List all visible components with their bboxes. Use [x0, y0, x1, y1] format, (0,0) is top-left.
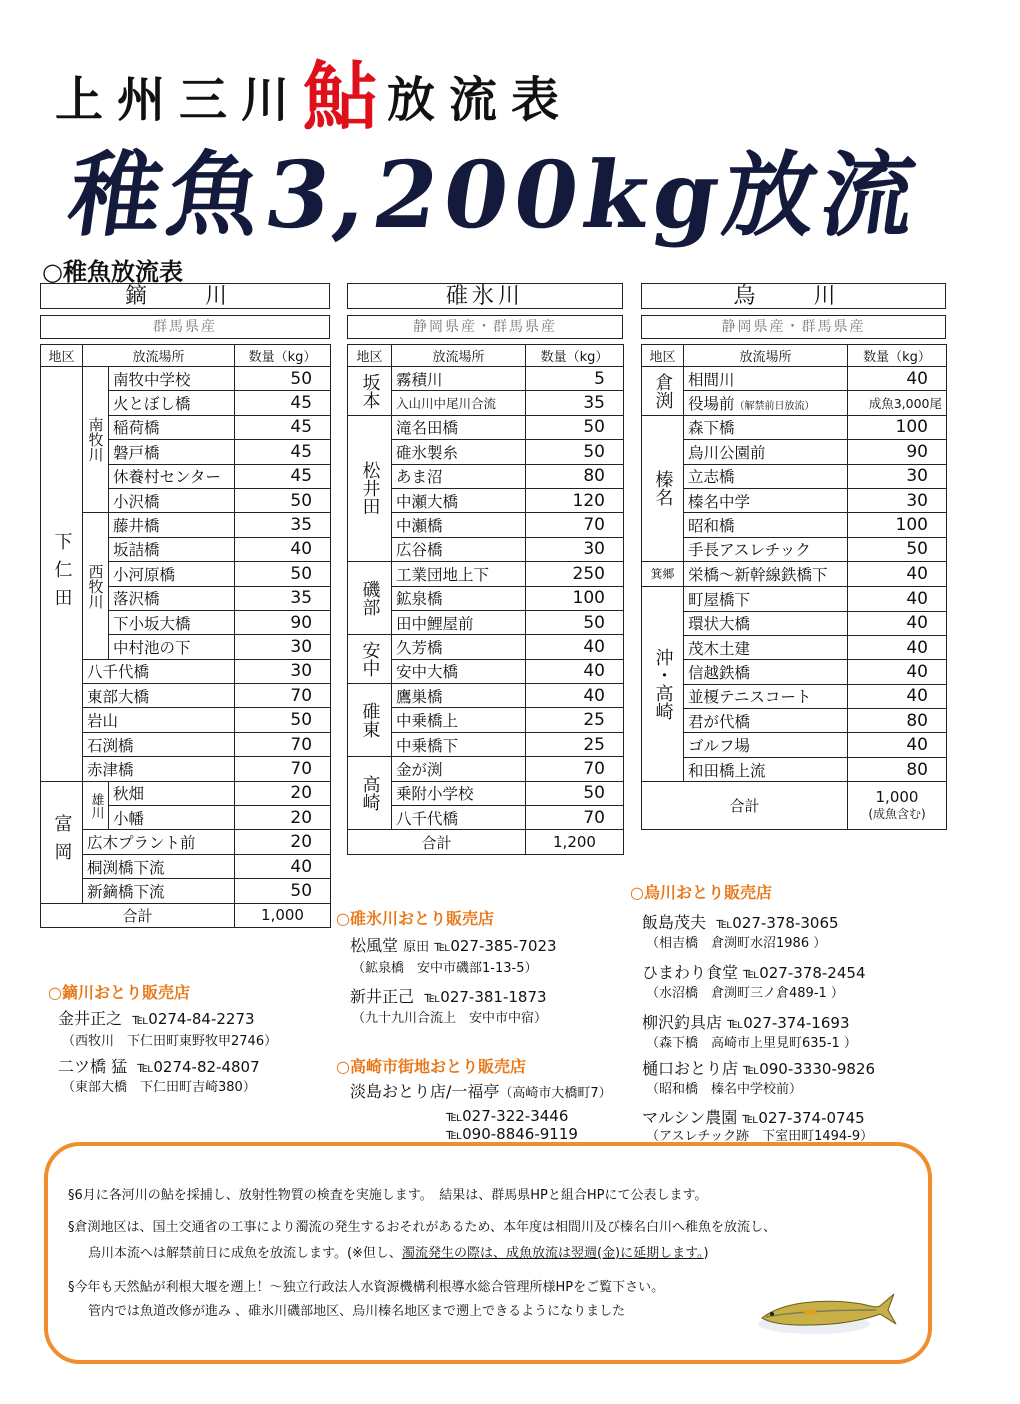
qty-cell: 50	[235, 562, 331, 586]
place-cell: 森下橋	[684, 415, 848, 439]
shop-name: 二ツ橋 猛	[58, 1057, 128, 1076]
kabura-table	[40, 344, 331, 928]
table-row	[41, 732, 331, 756]
shop-tel: ℡0274-82-4807	[137, 1058, 260, 1076]
area-cell: 磯部	[348, 562, 392, 635]
place-cell: 昭和橋	[684, 513, 848, 537]
place-cell: 中村池の下	[109, 635, 235, 659]
shop-name: 淡島おとり店/一福亭	[350, 1082, 500, 1101]
place-cell: 坂詰橋	[109, 537, 235, 561]
shop-name: 金井正之	[58, 1009, 123, 1028]
place-cell: 入山川中尾川合流	[392, 391, 526, 415]
shop-tel	[446, 1106, 568, 1125]
place-cell: 休養村センター	[109, 464, 235, 488]
place-cell: 中乗橋下	[392, 732, 526, 756]
shop-entry	[642, 1010, 849, 1033]
table-row	[642, 440, 947, 464]
qty-cell: 40	[848, 635, 947, 659]
title-pre: 上州三川	[55, 72, 304, 128]
shops-karasu-heading: ○烏川おとり販売店	[630, 883, 772, 902]
qty-cell: 40	[848, 611, 947, 635]
river-usui-name: 碓氷川	[347, 283, 623, 309]
table-row	[348, 415, 624, 439]
col-area: 地区	[642, 345, 684, 367]
table-row	[41, 854, 331, 878]
place-cell: 鉱泉橋	[392, 586, 526, 610]
shop-address: （東部大橋 下仁田町吉崎380）	[62, 1080, 256, 1095]
col-area: 地区	[348, 345, 392, 367]
place-cell: ゴルフ場	[684, 733, 848, 757]
qty-cell: 40	[848, 660, 947, 684]
place-cell: 中瀬大橋	[392, 488, 526, 512]
shop-address: （水沼橋 倉渕町三ノ倉489-1 ）	[646, 986, 844, 1001]
qty-cell: 45	[235, 464, 331, 488]
area-cell: 倉渕	[642, 367, 684, 416]
place-cell: 下小坂大橋	[109, 610, 235, 634]
shop-extra: 原田	[403, 940, 430, 955]
shop-tel: ℡027-374-1693	[727, 1014, 850, 1032]
subarea-cell: 南牧川	[83, 367, 109, 513]
note-3b: 管内では魚道改修が進み 、碓氷川磯部地区、烏川榛名地区まで遡上できるようになりました	[88, 1304, 626, 1319]
shop-tel: ℡027-378-3065	[716, 914, 839, 932]
river-kabura-origin: 群馬県産	[40, 315, 330, 339]
table-row	[642, 635, 947, 659]
table-row	[348, 635, 624, 659]
note-2d-text: )	[703, 1246, 709, 1261]
total-value: 1,200	[526, 830, 624, 854]
shop-address: （昭和橋 榛名中学校前）	[646, 1082, 803, 1097]
area-cell: 碓東	[348, 684, 392, 757]
table-row	[348, 757, 624, 781]
table-row	[642, 367, 947, 391]
place-cell: 久芳橋	[392, 635, 526, 659]
total-row	[348, 830, 624, 854]
qty-cell: 50	[848, 537, 947, 561]
qty-cell: 100	[848, 415, 947, 439]
place-cell: 新鏑橋下流	[83, 879, 235, 903]
place-cell: 相間川	[684, 367, 848, 391]
place-cell: あま沼	[392, 464, 526, 488]
section-label: ○稚魚放流表	[42, 258, 183, 286]
place-cell: 滝名田橋	[392, 415, 526, 439]
qty-cell: 70	[235, 684, 331, 708]
shop-entry	[58, 1006, 255, 1029]
place-cell: 広木プラント前	[83, 830, 235, 854]
headline: 稚魚3,200kg放流	[62, 141, 928, 249]
area-cell: 沖・高崎	[642, 587, 684, 782]
shop-address: （西牧川 下仁田町東野牧甲2746）	[62, 1034, 278, 1049]
shop-tel: ℡027-374-0745	[742, 1109, 865, 1127]
total-row	[41, 903, 331, 927]
table-row	[642, 562, 947, 587]
shop-name: ひまわり食堂	[642, 963, 739, 982]
col-place: 放流場所	[684, 345, 848, 367]
note-2b-text: 烏川本流へは解禁前日に成魚を放流します。(※但し、	[88, 1246, 402, 1261]
qty-cell: 成魚3,000尾	[848, 391, 947, 415]
qty-cell: 50	[526, 781, 624, 805]
ayu-fish-icon	[752, 1284, 898, 1342]
table-row	[642, 611, 947, 635]
shop-name: マルシン農園	[642, 1108, 738, 1127]
col-qty: 数量（kg）	[526, 345, 624, 367]
shop-name: 新井正己	[350, 987, 415, 1006]
qty-cell: 35	[235, 586, 331, 610]
qty-cell: 40	[526, 635, 624, 659]
place-cell: 乗附小学校	[392, 781, 526, 805]
qty-cell: 25	[526, 732, 624, 756]
qty-cell: 70	[235, 732, 331, 756]
qty-cell: 20	[235, 830, 331, 854]
place-cell: 八千代橋	[83, 659, 235, 683]
place-cell: 碓氷製糸	[392, 440, 526, 464]
total-row	[642, 782, 947, 830]
col-qty: 数量（kg）	[848, 345, 947, 367]
qty-cell: 50	[526, 415, 624, 439]
table-row	[642, 684, 947, 708]
place-cell: 鷹巣橋	[392, 684, 526, 708]
place-cell: 中瀬橋	[392, 513, 526, 537]
area-cell: 富岡	[41, 781, 83, 903]
table-row	[642, 488, 947, 512]
qty-cell: 40	[848, 587, 947, 611]
table-row	[642, 733, 947, 757]
qty-cell: 35	[235, 513, 331, 537]
table-row	[642, 709, 947, 733]
qty-cell: 30	[235, 635, 331, 659]
shops-takasaki-heading: ○高崎市街地おとり販売店	[336, 1057, 526, 1076]
place-cell: 環状大橋	[684, 611, 848, 635]
qty-cell: 40	[526, 684, 624, 708]
shop-address: （九十九川合流上 安中市中宿）	[352, 1011, 548, 1026]
qty-cell: 40	[848, 367, 947, 391]
total-value	[848, 782, 947, 830]
page-title	[55, 54, 574, 140]
table-row	[642, 537, 947, 561]
table-header	[642, 345, 947, 367]
qty-cell: 90	[235, 610, 331, 634]
place-cell: 藤井橋	[109, 513, 235, 537]
place-cell: 田中鯉屋前	[392, 610, 526, 634]
table-row	[642, 464, 947, 488]
place-cell: 桐渕橋下流	[83, 854, 235, 878]
shop-entry	[58, 1054, 260, 1077]
place-cell: 榛名中学	[684, 488, 848, 512]
note-2a: §倉渕地区は、国土交通省の工事により濁流の発生するおそれがあるため、本年度は相間川及び榛名白川へ稚魚を放流し、	[68, 1220, 776, 1235]
table-row	[41, 781, 331, 805]
table-header	[348, 345, 624, 367]
shop-tel: ℡090-3330-9826	[743, 1060, 876, 1078]
shop-tel	[446, 1124, 578, 1143]
qty-cell: 20	[235, 806, 331, 830]
qty-cell: 100	[526, 586, 624, 610]
qty-cell: 40	[848, 562, 947, 587]
area-cell: 榛名	[642, 415, 684, 561]
table-row	[41, 879, 331, 903]
place-cell: 稲荷橋	[109, 415, 235, 439]
shop-address: （鉱泉橋 安中市磯部1-13-5）	[352, 961, 538, 976]
qty-cell: 30	[235, 659, 331, 683]
qty-cell: 25	[526, 708, 624, 732]
shop-entry	[642, 960, 865, 983]
qty-cell: 40	[848, 684, 947, 708]
place-cell: 東部大橋	[83, 684, 235, 708]
shop-entry	[642, 910, 839, 933]
place-cell: 金が渕	[392, 757, 526, 781]
place-note: （解禁前日放流）	[734, 401, 815, 413]
shop-tel: ℡027-381-1873	[424, 988, 547, 1006]
table-row	[642, 415, 947, 439]
place-cell: 広谷橋	[392, 537, 526, 561]
river-karasu-name: 烏 川	[641, 283, 946, 309]
qty-cell: 5	[526, 367, 624, 391]
total-value-number: 1,000	[875, 787, 919, 806]
qty-cell: 70	[235, 757, 331, 781]
river-kabura-name: 鏑 川	[40, 283, 330, 309]
qty-cell: 40	[235, 854, 331, 878]
qty-cell: 80	[848, 709, 947, 733]
total-label: 合計	[642, 782, 848, 830]
note-2c-underlined: 濁流発生の際は、成魚放流は翌週(金)に延期します。	[401, 1246, 704, 1261]
table-header	[41, 345, 331, 367]
qty-cell: 70	[526, 757, 624, 781]
table-row	[348, 562, 624, 586]
qty-cell: 30	[526, 537, 624, 561]
total-label: 合計	[348, 830, 526, 854]
place-name: 役場前	[688, 395, 735, 414]
place-cell: 秋畑	[109, 781, 235, 805]
qty-cell: 45	[235, 391, 331, 415]
qty-cell: 40	[848, 733, 947, 757]
table-row	[642, 391, 947, 415]
place-cell: 茂木土建	[684, 635, 848, 659]
qty-cell: 120	[526, 488, 624, 512]
shops-usui-heading: ○碓氷川おとり販売店	[336, 909, 494, 928]
total-label: 合計	[41, 903, 235, 927]
shop-entry	[350, 1079, 612, 1102]
shop-address: （森下橋 高崎市上里見町635-1 ）	[646, 1036, 857, 1051]
table-row	[41, 513, 331, 537]
qty-cell: 80	[526, 464, 624, 488]
title-ayu: 鮎	[303, 54, 388, 140]
place-cell: 赤津橋	[83, 757, 235, 781]
qty-cell: 20	[235, 781, 331, 805]
qty-cell: 45	[235, 440, 331, 464]
table-row	[41, 708, 331, 732]
area-cell: 下仁田	[41, 367, 83, 782]
col-place: 放流場所	[83, 345, 235, 367]
subarea-cell: 雄川	[83, 781, 109, 830]
place-cell: 工業団地上下	[392, 562, 526, 586]
total-value: 1,000	[235, 903, 331, 927]
area-cell: 高崎	[348, 757, 392, 830]
qty-cell: 50	[235, 367, 331, 391]
place-cell: 石渕橋	[83, 732, 235, 756]
shop-address: （高崎市大橋町7）	[499, 1086, 612, 1101]
table-row	[348, 684, 624, 708]
table-row	[642, 587, 947, 611]
area-cell: 安中	[348, 635, 392, 684]
col-place: 放流場所	[392, 345, 526, 367]
col-qty: 数量（kg）	[235, 345, 331, 367]
note-2b	[88, 1242, 709, 1261]
place-cell: 小幡	[109, 806, 235, 830]
shop-address: （アスレチック跡 下室田町1494-9）	[646, 1129, 874, 1144]
area-cell: 坂本	[348, 367, 392, 416]
place-cell	[684, 391, 848, 415]
place-cell: 落沢橋	[109, 586, 235, 610]
place-cell: 手長アスレチック	[684, 537, 848, 561]
qty-cell: 90	[848, 440, 947, 464]
shop-address: （相吉橋 倉渕町水沼1986 ）	[646, 936, 827, 951]
place-cell: 並榎テニスコート	[684, 684, 848, 708]
place-cell: 立志橋	[684, 464, 848, 488]
qty-cell: 50	[235, 879, 331, 903]
place-cell: 火とぼし橋	[109, 391, 235, 415]
note-1: §6月に各河川の鮎を採捕し、放射性物質の検査を実施します。 結果は、群馬県HPと組合HPにて公表します。	[68, 1188, 708, 1203]
area-cell: 松井田	[348, 415, 392, 561]
place-cell: 安中大橋	[392, 659, 526, 683]
shops-kabura-heading: ○鏑川おとり販売店	[48, 983, 190, 1002]
karasu-table	[641, 344, 947, 830]
shop-entry	[642, 1056, 875, 1079]
place-cell: 中乗橋上	[392, 708, 526, 732]
table-row	[41, 830, 331, 854]
qty-cell: 50	[235, 488, 331, 512]
place-cell: 烏川公園前	[684, 440, 848, 464]
place-cell: 南牧中学校	[109, 367, 235, 391]
qty-cell: 100	[848, 513, 947, 537]
place-cell: 小沢橋	[109, 488, 235, 512]
table-row	[41, 684, 331, 708]
table-row	[642, 513, 947, 537]
qty-cell: 40	[526, 659, 624, 683]
river-karasu-origin: 静岡県産・群馬県産	[641, 315, 946, 339]
place-cell: 磐戸橋	[109, 440, 235, 464]
shop-name: 柳沢釣具店	[642, 1013, 723, 1032]
table-row	[348, 367, 624, 391]
area-cell: 箕郷	[642, 562, 684, 587]
shop-tel-2: ℡090-8846-9119	[446, 1125, 578, 1143]
place-cell: 小河原橋	[109, 562, 235, 586]
shop-entry	[350, 984, 547, 1007]
place-cell: 八千代橋	[392, 806, 526, 830]
table-row	[41, 757, 331, 781]
shop-tel: ℡027-378-2454	[743, 964, 866, 982]
title-post: 放流表	[387, 72, 574, 128]
table-row	[41, 659, 331, 683]
qty-cell: 40	[235, 537, 331, 561]
shop-entry	[350, 933, 557, 956]
qty-cell: 50	[526, 440, 624, 464]
subarea-cell: 西牧川	[83, 513, 109, 659]
qty-cell: 70	[526, 806, 624, 830]
table-row	[41, 367, 331, 391]
qty-cell: 35	[526, 391, 624, 415]
place-cell: 和田橋上流	[684, 757, 848, 781]
qty-cell: 30	[848, 488, 947, 512]
qty-cell: 70	[526, 513, 624, 537]
total-note: (成魚含む)	[868, 806, 926, 821]
place-cell: 霧積川	[392, 367, 526, 391]
table-row	[642, 660, 947, 684]
qty-cell: 50	[526, 610, 624, 634]
shop-tel: ℡0274-84-2273	[132, 1010, 255, 1028]
qty-cell: 45	[235, 415, 331, 439]
shop-tel: ℡027-385-7023	[434, 937, 557, 955]
shop-name: 飯島茂夫	[642, 913, 707, 932]
note-3a: §今年も天然鮎が利根大堰を遡上！～独立行政法人水資源機構利根導水総合管理所様HPをご覧下さい。	[68, 1280, 665, 1295]
shop-tel-1: ℡027-322-3446	[446, 1107, 569, 1125]
qty-cell: 80	[848, 757, 947, 781]
qty-cell: 30	[848, 464, 947, 488]
shop-name: 松風堂	[350, 936, 399, 955]
place-cell: 町屋橋下	[684, 587, 848, 611]
qty-cell: 250	[526, 562, 624, 586]
place-cell: 信越鉄橋	[684, 660, 848, 684]
col-area: 地区	[41, 345, 83, 367]
place-cell: 岩山	[83, 708, 235, 732]
usui-table	[347, 344, 624, 855]
place-cell: 君が代橋	[684, 709, 848, 733]
shop-name: 樋口おとり店	[642, 1059, 739, 1078]
qty-cell: 50	[235, 708, 331, 732]
table-row	[642, 757, 947, 781]
place-cell: 栄橋～新幹線鉄橋下	[684, 562, 848, 587]
river-usui-origin: 静岡県産・群馬県産	[347, 315, 623, 339]
